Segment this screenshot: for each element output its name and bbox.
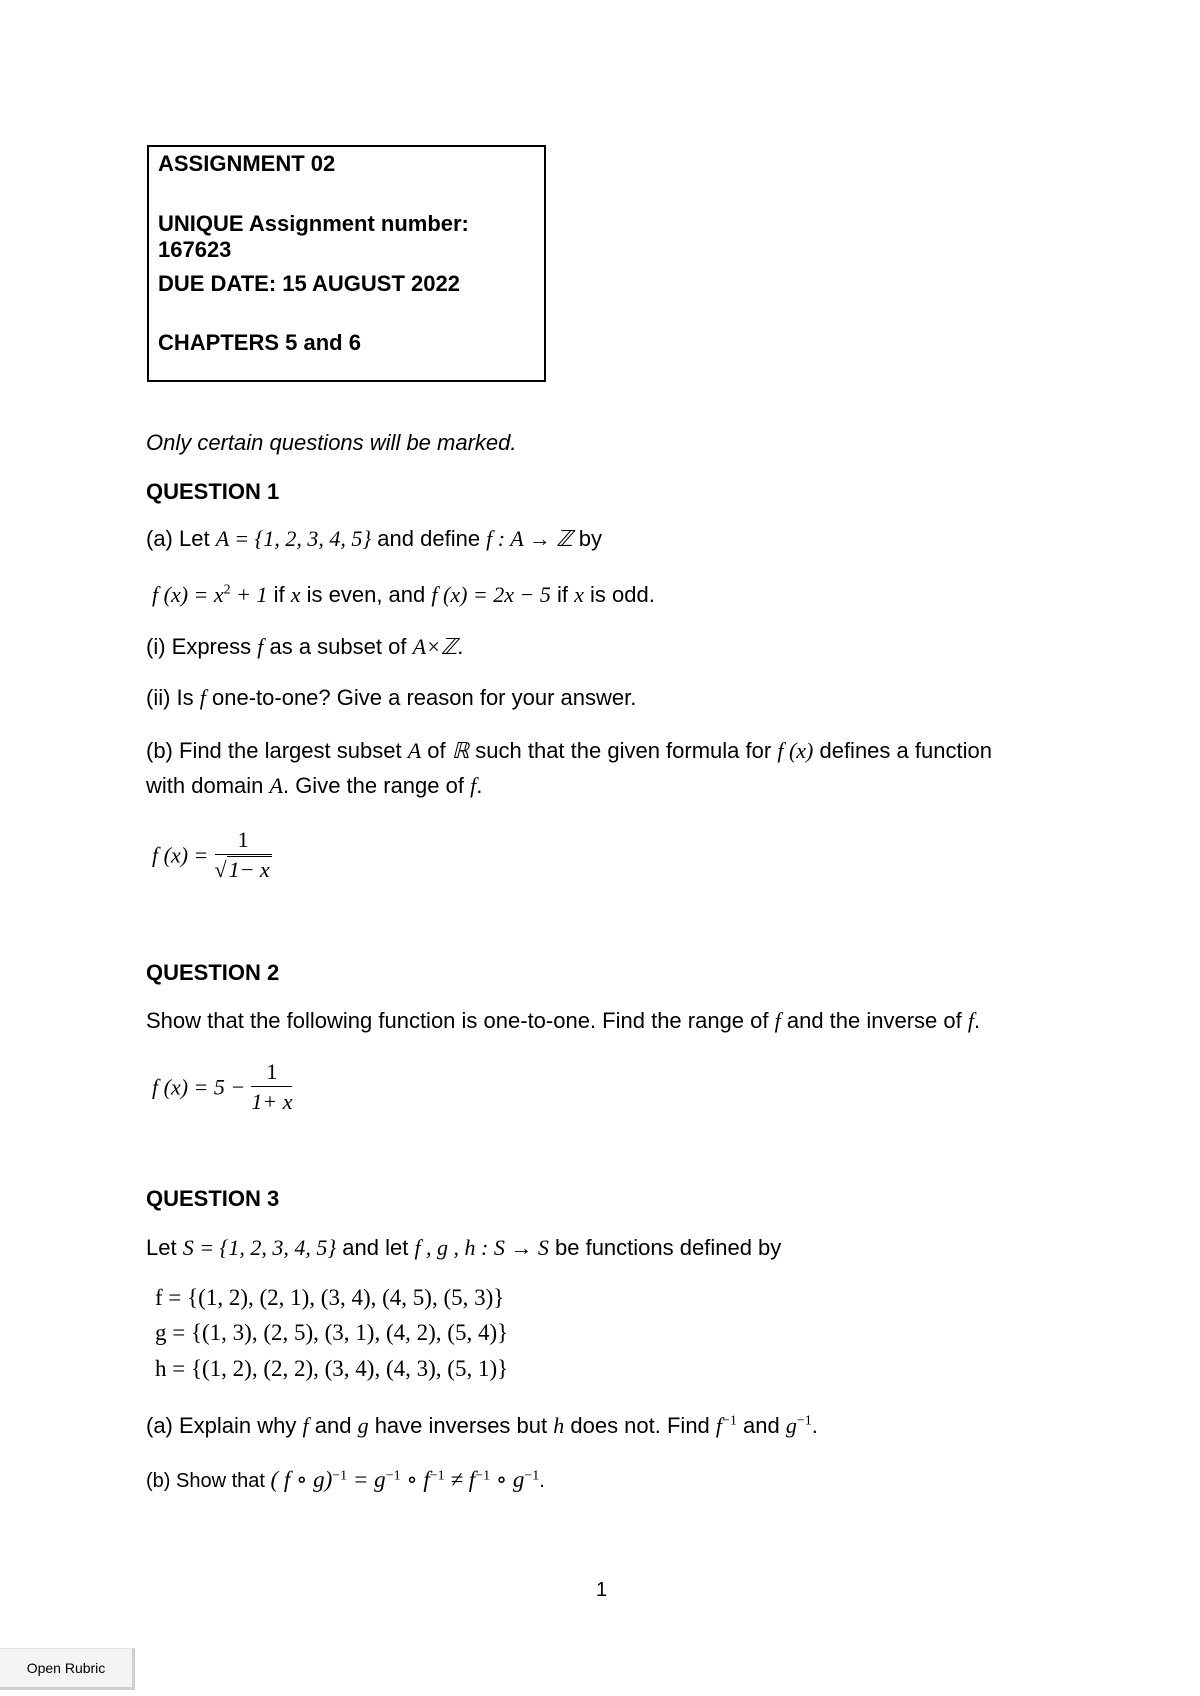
q3-intro: Let S = {1, 2, 3, 4, 5} and let f , g , h : S → S be functions defined by	[146, 1235, 782, 1260]
q1-part-i: (i) Express f as a subset of A×ℤ.	[146, 634, 464, 659]
q3-part-b: (b) Show that ( f ∘ $g)^{-1} = g^{-1}$ ∘ $f^{-1} \ne f^{-1}$ ∘ $g^{-1}$.	[146, 1467, 545, 1492]
q2-formula: f (x) = 5 − $\frac{1}{1+ x}$	[152, 1058, 292, 1117]
open-rubric-button[interactable]: Open Rubric	[0, 1648, 135, 1690]
q1-a-intro: (a) Let A = {1, 2, 3, 4, 5} and define f : A → ℤ by	[146, 526, 602, 551]
assignment-header-box	[147, 145, 546, 382]
q1-a-definition: f $(x) = x^2 + 1$ if x is even, and f (x) = 2x − 5 if x is odd.	[152, 582, 655, 607]
question-3-title: QUESTION 3	[146, 1186, 280, 1211]
q1-formula: f (x) = $\frac{1}{√1- x}$	[152, 826, 272, 885]
q3-part-a: (a) Explain why f and g have inverses but h does not. Find $f^{-1}$ and $g^{-1}$.	[146, 1413, 818, 1438]
page-number: 1	[596, 1579, 608, 1601]
assignment-title: ASSIGNMENT 02	[158, 151, 336, 176]
chapters: CHAPTERS 5 and 6	[158, 330, 361, 355]
question-1-title: QUESTION 1	[146, 479, 280, 504]
q3-f-definition: f = {(1, 2), (2, 1), (3, 4), (4, 5), (5, 3)}	[155, 1285, 505, 1310]
q2-text: Show that the following function is one-to-one. Find the range of f and the inverse of f.	[146, 1008, 981, 1033]
unique-number: UNIQUE Assignment number: 167623	[158, 211, 469, 262]
due-date: DUE DATE: 15 AUGUST 2022	[158, 271, 460, 296]
q3-g-definition: g = {(1, 3), (2, 5), (3, 1), (4, 2), (5, 4)}	[155, 1320, 509, 1345]
marking-note: Only certain questions will be marked.	[146, 430, 517, 455]
q2-fraction: $\frac{1}{1+ x}$	[251, 1059, 293, 1114]
question-2-title: QUESTION 2	[146, 960, 280, 985]
q1-part-b-line2: with domain A. Give the range of f.	[146, 773, 483, 798]
q1-part-b-line1: (b) Find the largest subset A of ℝ such that the given formula for f (x) defines a function	[146, 738, 992, 763]
q3-h-definition: h = {(1, 2), (2, 2), (3, 4), (4, 3), (5, 1)}	[155, 1356, 509, 1381]
q1-fraction: $\frac{1}{√1- x}$	[214, 827, 270, 882]
q1-part-ii: (ii) Is f one-to-one? Give a reason for your answer.	[146, 685, 637, 710]
